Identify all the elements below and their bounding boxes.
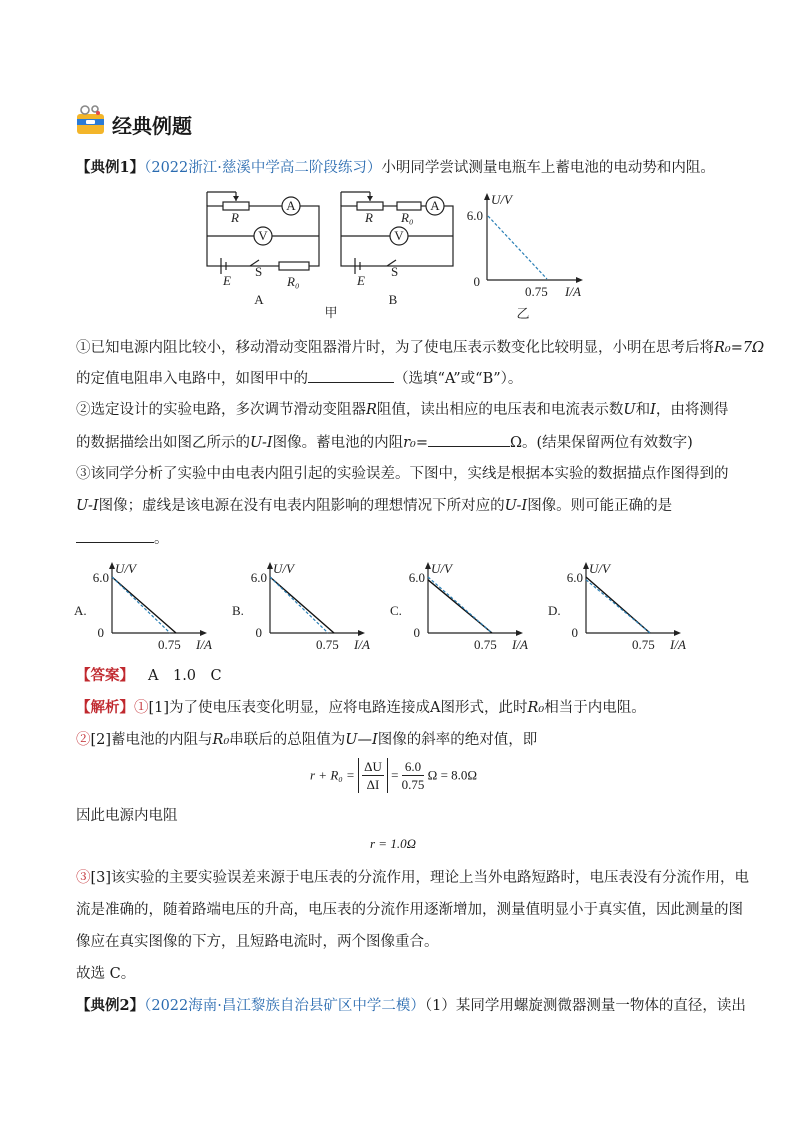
option-x-label: I/A (670, 637, 686, 652)
q2-line2: 的数据描绘出如图乙所示的U-I图像。蓄电池的内阻r₀= Ω。(结果保留两位有效数字) (76, 432, 693, 453)
option-y-label: U/V (273, 561, 294, 576)
option-ideal-line (270, 577, 328, 633)
equation-1: r + R₀ = $\frac{\Delta U}{\Delta I}$ = $\frac{6.0}{0.75}$ Ω = 8.0Ω (310, 759, 478, 792)
example2-text: （1）某同学用螺旋测微器测量一物体的直径，读出 (424, 998, 746, 1014)
option-graph-c (390, 561, 528, 652)
voltmeter-b-label: V (394, 228, 404, 243)
figure-jia-caption: 甲 (324, 305, 338, 320)
option-origin: 0 (413, 625, 420, 640)
option-measured-line (112, 577, 176, 633)
classic-example-icon (76, 104, 106, 136)
option-origin: 0 (97, 625, 104, 640)
answer-line (76, 666, 222, 686)
switch-b-label: S (391, 264, 399, 279)
example2-header (76, 996, 746, 1016)
q3-line2: U-I图像；虚线是该电源在没有电表内阻影响的理想情况下所对应的U-I图像。则可能正确的是 (76, 498, 673, 514)
option-x-arrow (358, 630, 365, 636)
circuit-b-label: B (388, 292, 398, 307)
example1-source: （2022浙江·慈溪中学高二阶段练习） (144, 160, 382, 176)
option-x-arrow (516, 630, 523, 636)
r0-b-label: R₀ (401, 210, 414, 225)
figure-yi-caption: 乙 (516, 306, 530, 321)
ammeter-b-label: A (430, 198, 440, 213)
graph-yi-origin: 0 (473, 274, 480, 289)
option-x-label: I/A (196, 637, 212, 652)
q1-answer-blank (308, 368, 394, 383)
emf-a-label: E (223, 273, 231, 288)
example1-tag: 【典例1】 (76, 159, 145, 176)
analysis-line5: 像应在真实图像的下方，且短路电流时，两个图像重合。 (76, 934, 439, 950)
option-label: A. (74, 603, 87, 618)
q3-line1: ③该同学分析了实验中由电表内阻引起的实验误差。下图中，实线是根据本实验的数据描点作图得到的 (76, 466, 729, 482)
option-x-tick: 0.75 (316, 637, 339, 652)
graph-yi-y-tick: 6.0 (466, 208, 483, 223)
q3-line3: 。 (76, 528, 169, 549)
example1-header (76, 158, 715, 178)
option-y-tick: 6.0 (92, 570, 109, 585)
option-y-tick: 6.0 (566, 570, 583, 585)
option-measured-line (270, 577, 334, 633)
option-y-label: U/V (115, 561, 136, 576)
r0-a-label: R₀ (287, 274, 300, 289)
option-label: B. (232, 603, 244, 618)
option-label: C. (390, 603, 402, 618)
example1-intro: 小明同学尝试测量电瓶车上蓄电池的电动势和内阻。 (381, 160, 715, 176)
option-x-tick: 0.75 (158, 637, 181, 652)
emf-b-label: E (357, 273, 365, 288)
analysis-line2: ②[2]蓄电池的内阻与R₀串联后的总阻值为U—I图像的斜率的绝对值，即 (76, 732, 538, 748)
example2-tag: 【典例2】 (76, 997, 145, 1014)
option-ideal-line (112, 577, 170, 633)
option-x-tick: 0.75 (632, 637, 655, 652)
graph-yi-dashed-line (488, 216, 547, 279)
option-y-label: U/V (589, 561, 610, 576)
voltmeter-a-label: V (258, 228, 268, 243)
option-ideal-line (586, 580, 650, 633)
ammeter-a-label: A (286, 198, 296, 213)
figure-circuits-and-graph (195, 190, 595, 325)
q1-line1: ①已知电源内阻比较小，移动滑动变阻器滑片时，为了使电压表示数变化比较明显，小明在思考后将R₀=7Ω (76, 340, 765, 356)
option-graph-b (232, 561, 370, 652)
q1-r0: R₀=7Ω (714, 340, 765, 356)
rheostat-a-label: R (231, 210, 239, 225)
graph-yi-x-axis: I/A (565, 284, 581, 299)
option-x-label: I/A (512, 637, 528, 652)
graph-yi-y-axis: U/V (491, 192, 512, 207)
option-graph-d (548, 561, 686, 652)
equation-2: r = 1.0Ω (370, 836, 416, 851)
analysis-line1: 【解析】①[1]为了使电压表变化明显，应将电路连接成A图形式，此时R₀相当于内电阻。 (76, 699, 646, 716)
option-graphs (70, 555, 710, 655)
circuit-a-label: A (254, 292, 264, 307)
rheostat-b-label: R (365, 210, 373, 225)
q2-line1: ②选定设计的实验电路，多次调节滑动变阻器R阻值，读出相应的电压表和电流表示数U和I，由将测得 (76, 402, 729, 418)
q1-line2: 的定值电阻串入电路中，如图甲中的 （选填“A”或“B”）。 (76, 368, 522, 389)
option-x-tick: 0.75 (474, 637, 497, 652)
answer-tag: 【答案】 (76, 667, 134, 684)
option-x-label: I/A (354, 637, 370, 652)
option-y-tick: 6.0 (408, 570, 425, 585)
option-label: D. (548, 603, 561, 618)
conclusion: 故选 C。 (76, 966, 136, 982)
analysis-line3: ③[3]该实验的主要实验误差来源于电压表的分流作用，理论上当外电路短路时，电压表没有分流作用，电 (76, 870, 750, 886)
switch-a-label: S (255, 264, 263, 279)
q3-answer-blank (76, 528, 154, 543)
because-line: 因此电源内电阻 (76, 808, 178, 824)
option-x-arrow (674, 630, 681, 636)
option-y-label: U/V (431, 561, 452, 576)
section-title: 经典例题 (112, 114, 192, 138)
option-origin: 0 (571, 625, 578, 640)
example2-source: （2022海南·昌江黎族自治县矿区中学二模） (144, 998, 425, 1014)
option-y-tick: 6.0 (250, 570, 267, 585)
option-graph-a (74, 561, 212, 652)
option-x-arrow (200, 630, 207, 636)
section-header (76, 104, 216, 138)
graph-yi-x-tick: 0.75 (525, 284, 548, 299)
analysis-line4: 流是准确的，随着路端电压的升高，电压表的分流作用逐渐增加，测量值明显小于真实值，因此测量的图 (76, 902, 743, 918)
option-ideal-line (428, 577, 492, 633)
answer-values: A 1.0 C (148, 668, 222, 684)
q2-answer-blank (428, 432, 510, 447)
option-origin: 0 (255, 625, 262, 640)
